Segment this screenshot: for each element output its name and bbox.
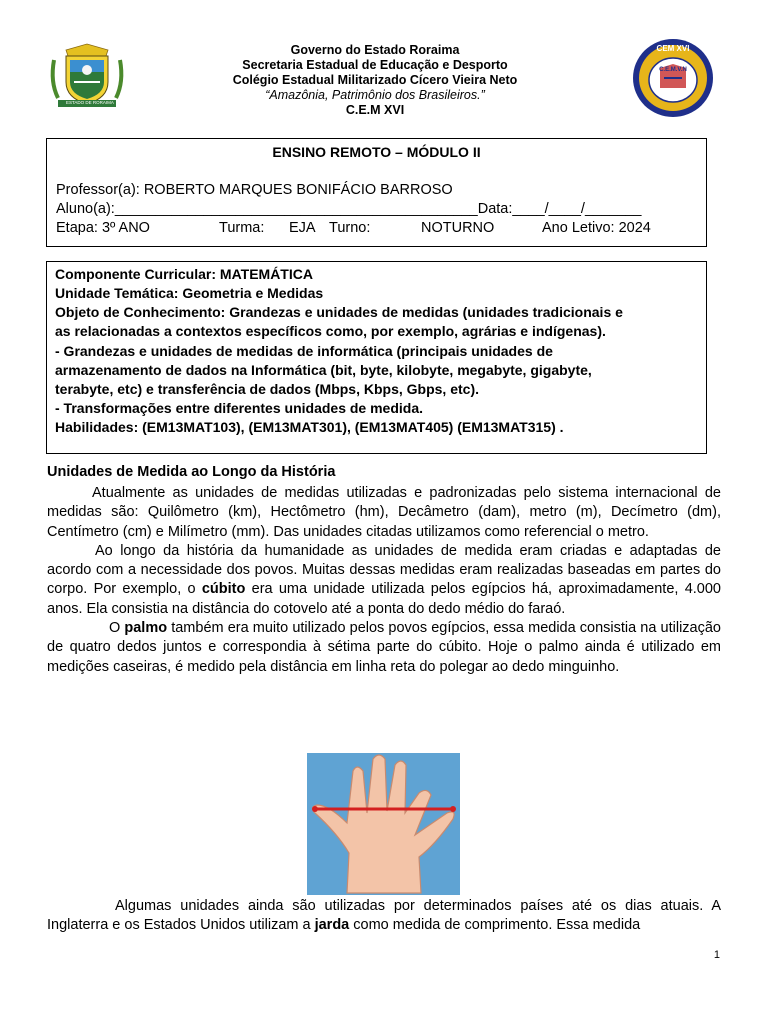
- term-palmo: palmo: [124, 620, 168, 637]
- school-seal-title: CEM XVI: [656, 44, 690, 53]
- body-text-top: [47, 484, 721, 677]
- page-number: 1: [713, 949, 720, 961]
- header-school: Colégio Estadual Militarizado Cícero Vieira Neto: [232, 73, 518, 87]
- class-info-box: [46, 138, 707, 247]
- state-coat-of-arms-logo: [44, 42, 130, 112]
- paragraph-si-units: Atualmente as unidades de medidas utilizadas e padronizadas pelo sistema internacional de medidas são: Quilômetro (km), Hectômetro (hm), Decâmetro (dam), metro (m), Decímetro (dm), Centímetro (cm) e Milímetro (mm). Das unidades citadas utilizamos como referencial o metro.: [47, 485, 721, 540]
- header-motto: “Amazônia, Patrimônio dos Brasileiros.”: [265, 88, 485, 102]
- school-seal-logo: [632, 38, 714, 118]
- header-secretariat: Secretaria Estadual de Educação e Desporto: [242, 58, 508, 72]
- body-text-bottom: [47, 897, 721, 936]
- hand-span-illustration: [307, 753, 460, 895]
- knowledge-object-line-2: as relacionadas a contextos específicos como, por exemplo, agrárias e indígenas).: [55, 323, 606, 339]
- professor-line: Professor(a): ROBERTO MARQUES BONIFÁCIO BARROSO: [56, 182, 453, 198]
- document-header: [150, 43, 600, 118]
- stage-label: Etapa: 3º ANO: [56, 220, 150, 236]
- class-label: Turma:: [219, 220, 265, 236]
- school-year: Ano Letivo: 2024: [542, 220, 651, 236]
- paragraph-cubit: Ao longo da história da humanidade as unidades de medida eram criadas e adaptadas de acordo com a necessidade dos povos. Muitas dessas medidas eram realizadas baseadas em partes do corpo. Por exemplo, o cúbito era uma unidade utilizada pelos egípcios há, aproximadamente, 4.000 anos. Ela consistia na distância do cotovelo até a ponta do dedo médio do faraó.: [47, 542, 721, 617]
- informatics-units-line-1: - Grandezas e unidades de medidas de informática (principais unidades de: [55, 343, 553, 359]
- informatics-units-line-3: terabyte, etc) e transferência de dados (Mbps, Kbps, Gbps, etc).: [55, 381, 479, 397]
- coat-of-arms-text: ESTADO DE RORAIMA: [66, 100, 114, 105]
- school-seal-inner-text: C.E.M.V.N: [659, 67, 687, 73]
- informatics-units-line-2: armazenamento de dados na Informática (bit, byte, kilobyte, megabyte, gigabyte,: [55, 362, 592, 378]
- header-acronym: C.E.M XVI: [345, 103, 405, 117]
- module-title: ENSINO REMOTO – MÓDULO II: [272, 144, 481, 160]
- knowledge-object-line-1: Objeto de Conhecimento: Grandezas e unidades de medidas (unidades tradicionais e: [55, 304, 623, 320]
- shift-label: Turno:: [329, 220, 371, 236]
- student-line: Aluno(a):_____________________________________________Data:____/____/_______: [56, 201, 642, 217]
- transformations-line: - Transformações entre diferentes unidades de medida.: [55, 400, 423, 416]
- section-title: Unidades de Medida ao Longo da História: [47, 464, 336, 480]
- header-government: Governo do Estado Roraima: [290, 43, 460, 57]
- curriculum-component: Componente Curricular: MATEMÁTICA: [55, 266, 313, 282]
- curriculum-box: [46, 261, 707, 454]
- shift-value: NOTURNO: [421, 220, 495, 236]
- skills-line: Habilidades: (EM13MAT103), (EM13MAT301), (EM13MAT405) (EM13MAT315) .: [55, 419, 564, 435]
- paragraph-palm: O palmo também era muito utilizado pelos povos egípcios, essa medida consistia na utilização de quatro dedos juntos e correspondia à sétima parte do cúbito. Hoje o palmo ainda é utilizado em medições caseiras, é medido pela distância em linha reta do polegar ao dedo minguinho.: [47, 620, 721, 675]
- term-jarda: jarda: [314, 917, 350, 934]
- term-cubito: cúbito: [201, 581, 246, 598]
- paragraph-yard: Algumas unidades ainda são utilizadas por determinados países até os dias atuais. A Inglaterra e os Estados Unidos utilizam a jarda como medida de comprimento. Essa medida: [47, 898, 721, 934]
- class-value: EJA: [289, 220, 316, 236]
- thematic-unit: Unidade Temática: Geometria e Medidas: [55, 285, 324, 301]
